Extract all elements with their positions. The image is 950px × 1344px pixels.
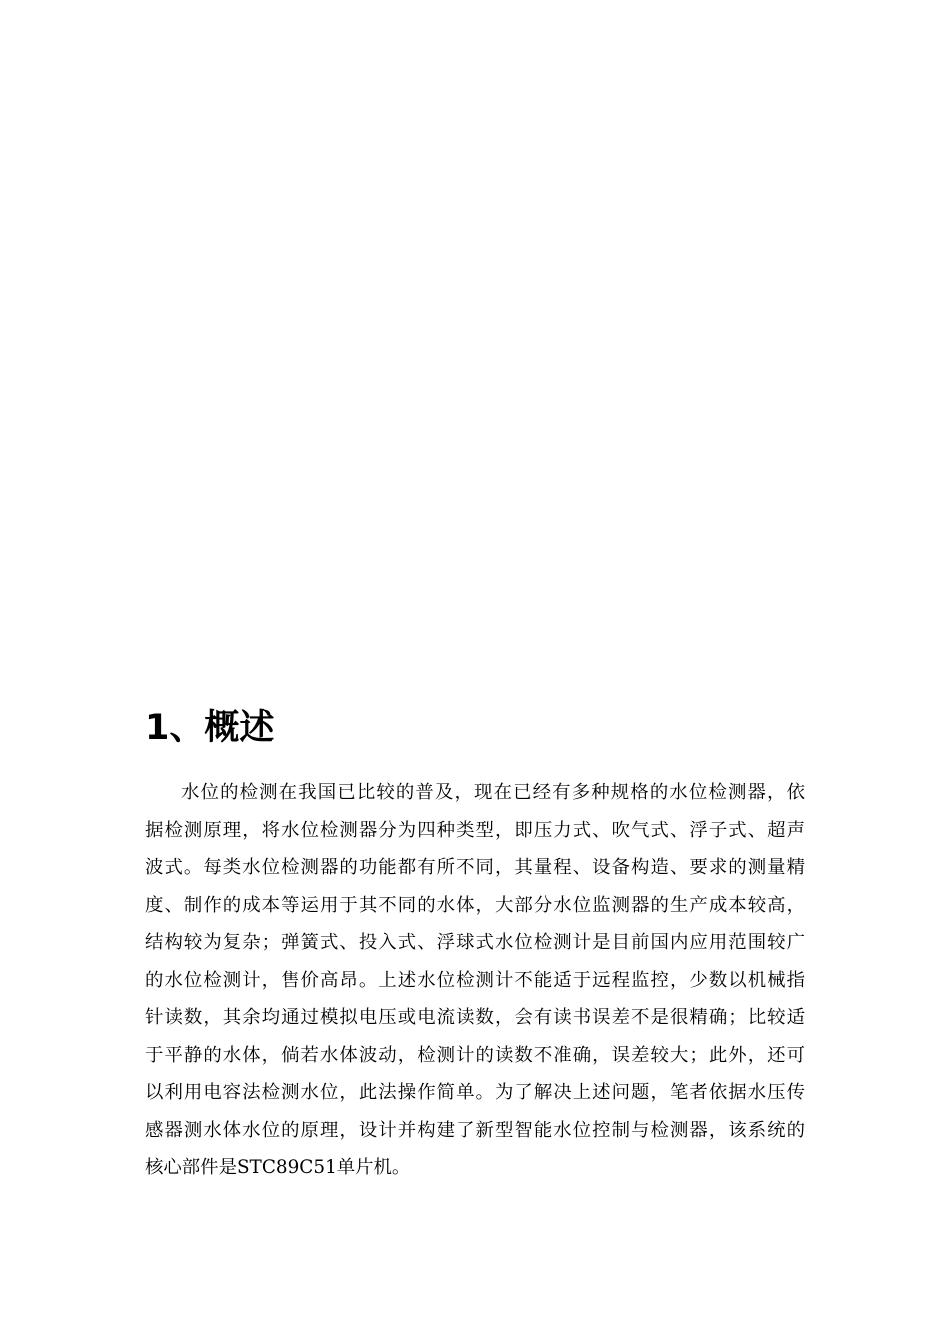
section-heading: 1、概述	[145, 708, 275, 748]
paragraph-line: 感器测水体水位的原理，设计并构建了新型智能水位控制与检测器，该系统的	[145, 1119, 805, 1141]
paragraph-line: 结构较为复杂；弹簧式、投入式、浮球式水位检测计是目前国内应用范围较广	[145, 932, 805, 953]
paragraph-line: 波式。每类水位检测器的功能都有所不同，其量程、设备构造、要求的测量精	[145, 857, 805, 878]
paragraph-line: 于平静的水体，倘若水体波动，检测计的读数不准确，误差较大；此外，还可	[145, 1044, 805, 1066]
paragraph-line: 的水位检测计，售价高昂。上述水位检测计不能适于远程监控，少数以机械指	[145, 969, 805, 991]
paragraph-line: 据检测原理，将水位检测器分为四种类型，即压力式、吹气式、浮子式、超声	[145, 819, 805, 841]
paragraph-line: 针读数，其余均通过模拟电压或电流读数，会有读书误差不是很精确；比较适	[145, 1007, 805, 1028]
body-paragraph	[145, 774, 805, 1187]
paragraph-line: 水位的检测在我国已比较的普及，现在已经有多种规格的水位检测器，依	[181, 782, 805, 803]
paragraph-line: 核心部件是STC89C51单片机。	[145, 1157, 411, 1178]
paragraph-line: 度、制作的成本等运用于其不同的水体，大部分水位监测器的生产成本较高，	[145, 894, 805, 916]
paragraph-line: 以利用电容法检测水位，此法操作简单。为了解决上述问题，笔者依据水压传	[145, 1082, 805, 1103]
